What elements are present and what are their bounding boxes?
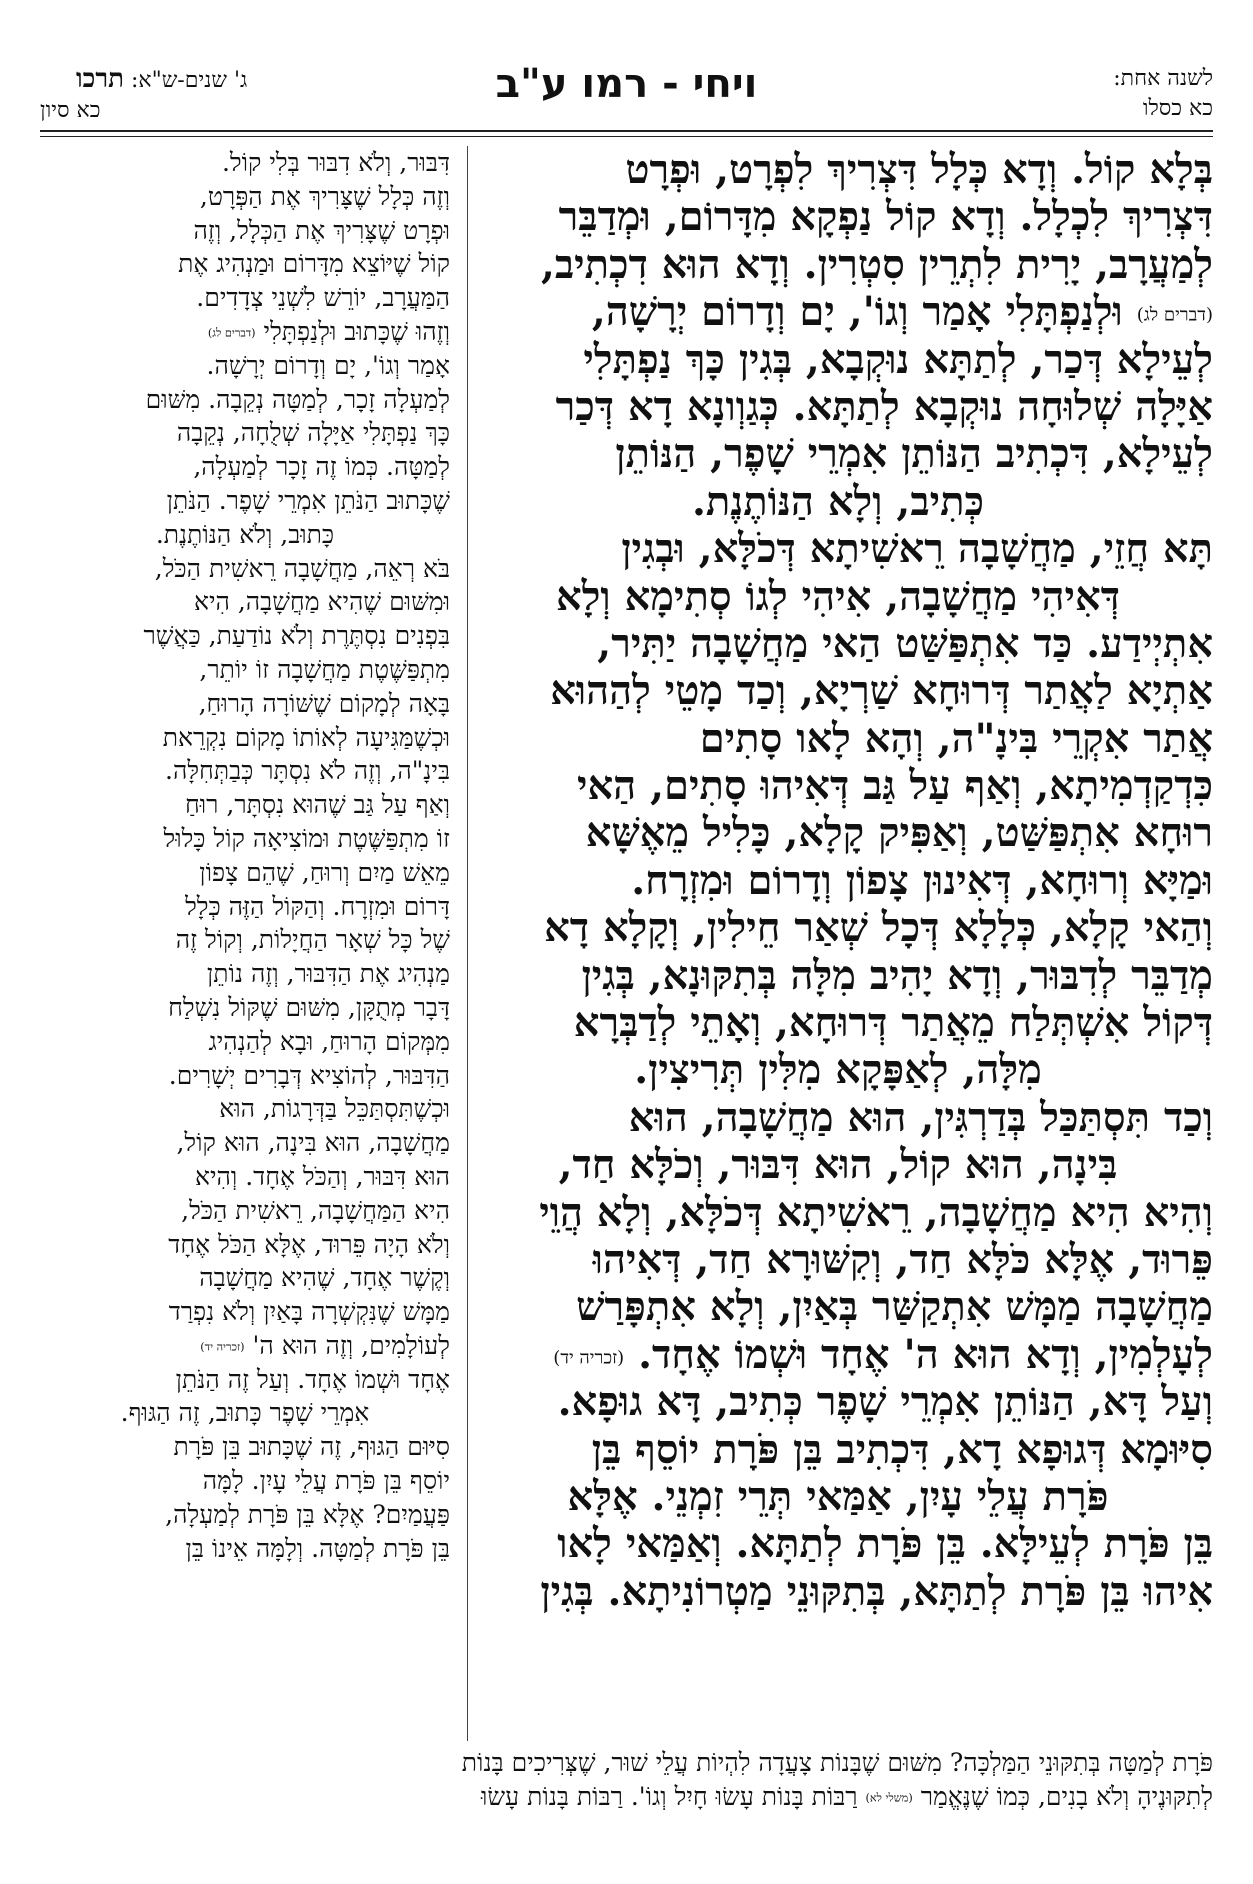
side-line: יוֹסֵף בֵּן פֹּרָת עֲלֵי עָיִן. לָמָּה — [202, 1466, 450, 1496]
main-line: מִלָּה, לְאַפָּקָא מִלִּין תְּרִיצִין. — [634, 1046, 1042, 1094]
main-line: פֹּרָת עֲלֵי עָיִן, אַמַּאי תְּרֵי זִמְנֵי. אֶלָּא — [567, 1472, 1109, 1520]
main-line: סִיּוּמָא דְּגוּפָא דָא, דִּכְתִיב בֵּן פֹּרָת יוֹסֵף בֵּן — [591, 1425, 1213, 1473]
side-line: מִתְפַּשֶּׁטֶת מַחֲשָׁבָה זוֹ יוֹתֵר, — [199, 654, 450, 684]
study-date-one-year: כא כסלו — [1142, 96, 1213, 121]
side-line: דָּרוֹם וּמִזְרָח. וְהַקּוֹל הַזֶּה כְּלָל — [185, 891, 450, 921]
side-line: וְקֶשֶׁר אֶחָד, שֶׁהִיא מַחֲשָׁבָה — [199, 1263, 450, 1293]
side-line: אָמַר וְגוֹ', יָם וְדָרוֹם יְרָשָׁה. — [206, 350, 450, 380]
page-number: תרכו — [76, 64, 124, 94]
study-date-three-year: כא סיון — [40, 98, 101, 123]
side-line: דִּבּוּר, וְלֹא דִבּוּר בְּלִי קוֹל. — [221, 148, 450, 177]
main-line: מַחֲשָׁבָה מַמָּשׁ אִתְקַשַּׁר בְּאַיִן, וְלָא אִתְפָּרַשׁ — [576, 1283, 1213, 1331]
translation-column — [40, 146, 450, 1565]
side-line: בֵּן פֹּרָת לְמַטָּה. וְלָמָּה אֵינוֹ בֵּן — [185, 1533, 450, 1563]
main-line: לְמַעֲרָב, יָרִית לִתְרֵין סִטְרִין. וְדָא הוּא דִכְתִיב, — [540, 240, 1213, 288]
main-line: בֵּן פֹּרָת לְעֵילָּא. בֵּן פֹּרָת לְתַתָּא. וְאַמַּאי לָאו — [557, 1520, 1213, 1568]
main-line: אֲתַר אִקְרֵי בִּינָ"ה, וְהָא לָאו סָתִים — [699, 714, 1213, 762]
side-line: מַמָּשׁ שֶׁנִּקְשְׁרָה בָּאַיִן וְלֹא נִפְרַד — [168, 1297, 450, 1327]
side-line: וּכְשֶׁמַּגִּיעָה לְאוֹתוֹ מָקוֹם נִקְרֵאת — [162, 722, 450, 752]
main-line: וְהַאי קָלָא, כְּלָלָא דְּכָל שְׁאַר חֵילִין, וְקָלָא דָא — [544, 904, 1213, 952]
side-line: הַמַּעֲרָב, יוֹרֵשׁ לִשְׁנֵי צְדָדִים. — [196, 283, 450, 313]
main-line: דְּקוֹל אִשְׁתְּלַח מֵאֲתַר דְּרוּחָא, וְאָתֵי לְדַבְּרָא — [573, 999, 1213, 1047]
header-left-row — [40, 64, 247, 96]
source-reference: (משלי לא) — [865, 1791, 913, 1805]
side-line: וְזֶה כְּלָל שֶׁצָּרִיךְ אֶת הַפְּרָט, — [199, 181, 450, 211]
study-cycle-one-year: לשנה אחת: — [1113, 66, 1213, 91]
main-line: אִתְיְידַע. כַּד אִתְפַּשַּׁט הַאי מַחֲשָׁבָה יַתִּיר, — [597, 619, 1213, 667]
side-line: לְמַעְלָה זָכָר, לְמַטָּה נְקֵבָה. מִשּׁוּם — [145, 384, 450, 414]
main-line: תָּא חֲזֵי, מַחֲשָׁבָה רֵאשִׁיתָא דְּכֹלָּא, וּבְגִין — [621, 525, 1213, 573]
source-reference: (זכריה יד) — [553, 1347, 625, 1369]
bottom-fullwidth-text — [40, 1746, 1213, 1814]
side-line: הַדִּבּוּר, לְהוֹצִיא דְּבָרִים יְשָׁרִים. — [168, 1060, 450, 1090]
source-reference: (דברים לג) — [207, 326, 256, 340]
main-line-text: לְעָלְמִין, וְדָא הוּא ה' אֶחָד וּשְׁמוֹ אֶחָד. — [638, 1330, 1213, 1378]
bottom-line-text: רַבּוֹת בָּנוֹת עָשׂוּ חָיִל וְגוֹ'. רַבּוֹת בָּנוֹת עָשׂוּ — [480, 1782, 858, 1811]
side-line: וּכְשֶׁתִּסְתַּכֵּל בַּדְּרָגוֹת, הוּא — [219, 1094, 450, 1124]
bottom-line-text: לְתִקּוּנֶיהָ וְלֹא בָנִים, כְּמוֹ שֶׁנֶּאֱמַר — [920, 1782, 1213, 1811]
main-line-text: וּלְנַפְתָּלִי אָמַר וְגוֹ', יָם וְדָרוֹם יְרָשָׁה, — [591, 288, 1123, 336]
main-line: פֵּרוּד, אֶלָּא כֹּלָּא חַד, וְקִשּׁוּרָא חַד, דְּאִיהוּ — [592, 1235, 1213, 1283]
side-line: בִּינָ"ה, וְזֶה לֹא נִסְתָּר כְּבַתְּחִלָּה. — [165, 756, 450, 786]
main-line — [463, 288, 1213, 335]
side-line: וְלֹא הָיָה פֵּרוּד, אֶלָּא הַכֹּל אֶחָד — [168, 1229, 450, 1259]
side-line: סִיּוּם הַגּוּף, זֶה שֶׁכָּתוּב בֵּן פֹּרָת — [173, 1432, 450, 1462]
side-line: שֶׁכָּתוּב הַנֹּתֵן אִמְרֵי שָׁפֶר. הַנֹּתֵן — [166, 485, 450, 515]
page-title: ויחי - רמו ע"ב — [495, 61, 758, 107]
main-line: וְכַד תִּסְתַּכַּל בְּדַרְגִּין, הוּא מַחֲשָׁבָה, הוּא — [628, 1093, 1213, 1141]
side-line: כָּתוּב, וְלֹא הַנּוֹתֶנֶת. — [155, 519, 335, 549]
main-line: בְּלָא קוֹל. וְדָא כְּלָל דִּצְרִיךְ לִפְרָט, וּפְרָט — [625, 146, 1213, 193]
main-line: אַתְיָא לַאֲתַר דְּרוּחָא שַׁרְיָא, וְכַד מָטֵי לְהַהוּא — [550, 667, 1213, 715]
side-line-text: לְעוֹלָמִים, וְזֶה הוּא ה' — [252, 1330, 450, 1360]
side-line — [40, 1329, 450, 1363]
source-reference: (זכריה יד) — [200, 1340, 245, 1354]
main-line: לְעֵילָא, דִּכְתִיב הַנּוֹתֵן אִמְרֵי שָׁפֶר, הַנּוֹתֵן — [615, 430, 1213, 478]
main-text-column — [463, 146, 1213, 1615]
main-line: כִּדְקַדְמִיתָא, וְאַף עַל גַּב דְּאִיהוּ סָתִים, הַאי — [576, 762, 1213, 810]
side-line: פַּעֲמַיִם? אֶלָּא בֵּן פֹּרָת לְמַעְלָה, — [165, 1499, 450, 1529]
main-line: אַיָּלָה שְׁלוּחָה נוּקְבָא לְתַתָּא. כְּגַוְונָא דָא דְּכַר — [555, 382, 1213, 430]
side-line: וְאַף עַל גַּב שֶׁהוּא נִסְתָּר, רוּחַ — [184, 790, 450, 820]
bottom-line — [40, 1780, 1213, 1814]
side-line: מֵאֵשׁ מַיִם וְרוּחַ, שֶׁהֵם צָפוֹן — [199, 857, 450, 887]
main-line: וְהִיא הִיא מַחֲשָׁבָה, רֵאשִׁיתָא דְּכֹלָּא, וְלָא הֲוֵי — [539, 1188, 1213, 1236]
main-line: מְדַבֵּר לְדִבּוּר, וְדָא יָהִיב מִלָּה בְּתִקּוּנָא, בְּגִין — [581, 951, 1213, 999]
side-line: קוֹל שֶׁיּוֹצֵא מִדָּרוֹם וּמַנְהִיג אֶת — [178, 249, 450, 279]
bottom-line: פֹּרָת לְמַטָּה בְּתִקּוּנֵי הַמַּלְכָּה? מִשּׁוּם שֶׁבָּנוֹת צָעֲדָה לִהְיוֹת עֲלֵי שׁוּר, שֶׁצְּרִיכִים בָּנוֹת — [461, 1748, 1213, 1777]
side-line-text: וְזֶהוּ שֶׁכָּתוּב וּלְנַפְתָּלִי — [263, 316, 450, 346]
side-line: בָּאָה לְמָקוֹם שֶׁשּׁוֹרָה הָרוּחַ, — [198, 688, 450, 718]
side-line: מַחֲשָׁבָה, הוּא בִּינָה, הוּא קוֹל, — [176, 1128, 450, 1158]
main-line: רוּחָא אִתְפַּשַּׁט, וְאַפִּיק קָלָא, כָּלִיל מֵאֶשָּׁא — [585, 809, 1213, 857]
main-line — [463, 1331, 1213, 1378]
side-line: זוֹ מִתְפַּשֶּׁטֶת וּמוֹצִיאָה קוֹל כָּלוּל — [163, 823, 450, 853]
main-line: בִּינָה, הוּא קוֹל, הוּא דִּבּוּר, וְכֹלָּא חַד, — [558, 1141, 1118, 1189]
side-line — [40, 315, 450, 349]
side-line: מַנְהִיג אֶת הַדִּבּוּר, וְזֶה נוֹתֵן — [206, 959, 450, 989]
main-line: דִּצְרִיךְ לִכְלָל. וְדָא קוֹל נַפְקָא מִדָּרוֹם, וּמְדַבֵּר — [558, 193, 1213, 241]
side-line: אֶחָד וּשְׁמוֹ אֶחָד. וְעַל זֶה הַנֹּתֵן — [175, 1364, 450, 1394]
header-left-block — [40, 64, 247, 126]
main-line: אִיהוּ בֵּן פֹּרָת לְתַתָּא, בְּתִקּוּנֵי מַטְרוֹנִיתָא. בְּגִין — [540, 1567, 1213, 1615]
main-line: וּמַיָּא וְרוּחָא, דְּאִינוּן צָפוֹן וְדָרוֹם וּמִזְרָח. — [631, 856, 1213, 904]
side-line: כָּךְ נַפְתָּלִי אַיָּלָה שְׁלֻחָה, נְקֵבָה — [176, 418, 450, 448]
main-line: כְּתִיב, וְלָא הַנּוֹתֶנֶת. — [691, 477, 985, 525]
side-line: הוּא דִּבּוּר, וְהַכֹּל אֶחָד. וְהִיא — [194, 1161, 450, 1191]
main-line: וְעַל דָּא, הַנּוֹתֵן אִמְרֵי שָׁפֶר כְּתִיב, דָּא גוּפָא. — [557, 1378, 1213, 1426]
main-line: לְעֵילָא דְּכַר, לְתַתָּא נוּקְבָא, בְּגִין כָּךְ נַפְתָּלִי — [583, 335, 1213, 383]
side-line: אִמְרֵי שָׁפֶר כָּתוּב, זֶה הַגּוּף. — [120, 1398, 370, 1428]
side-line: לְמַטָּה. כְּמוֹ זֶה זָכָר לְמַעְלָה, — [193, 452, 450, 482]
side-line: מִמְּקוֹם הָרוּחַ, וּבָא לְהַנְהִיג — [208, 1026, 450, 1056]
side-line: דָּבָר מְתֻקָּן, מִשּׁוּם שֶׁקּוֹל נִשְׁלַח — [168, 992, 450, 1022]
side-line: וּפְרָט שֶׁצָּרִיךְ אֶת הַכְּלָל, וְזֶה — [193, 215, 450, 245]
side-line: שֶׁל כָּל שְׁאָר הַחֲיָלוֹת, וְקוֹל זֶה — [175, 925, 450, 955]
side-line: בֹּא רְאֵה, מַחֲשָׁבָה רֵאשִׁית הַכֹּל, — [154, 553, 450, 583]
side-line: בִּפְנִים נִסְתֶּרֶת וְלֹא נוֹדַעַת, כַּאֲשֶׁר — [143, 621, 450, 651]
header-rule — [40, 130, 1213, 132]
side-line: וּמִשּׁוּם שֶׁהִיא מַחֲשָׁבָה, הִיא — [193, 587, 450, 617]
main-line: דְּאִיהִי מַחֲשָׁבָה, אִיהִי לְגוֹ סְתִימָא וְלָא — [556, 572, 1120, 620]
header-rule-thin — [40, 136, 1213, 137]
study-cycle-three-year: ג' שנים-ש"א: — [131, 68, 248, 93]
side-line: הִיא הַמַּחֲשָׁבָה, רֵאשִׁית הַכֹּל, — [181, 1195, 450, 1225]
source-reference: (דברים לג) — [1136, 304, 1213, 326]
page-header — [40, 60, 1213, 140]
